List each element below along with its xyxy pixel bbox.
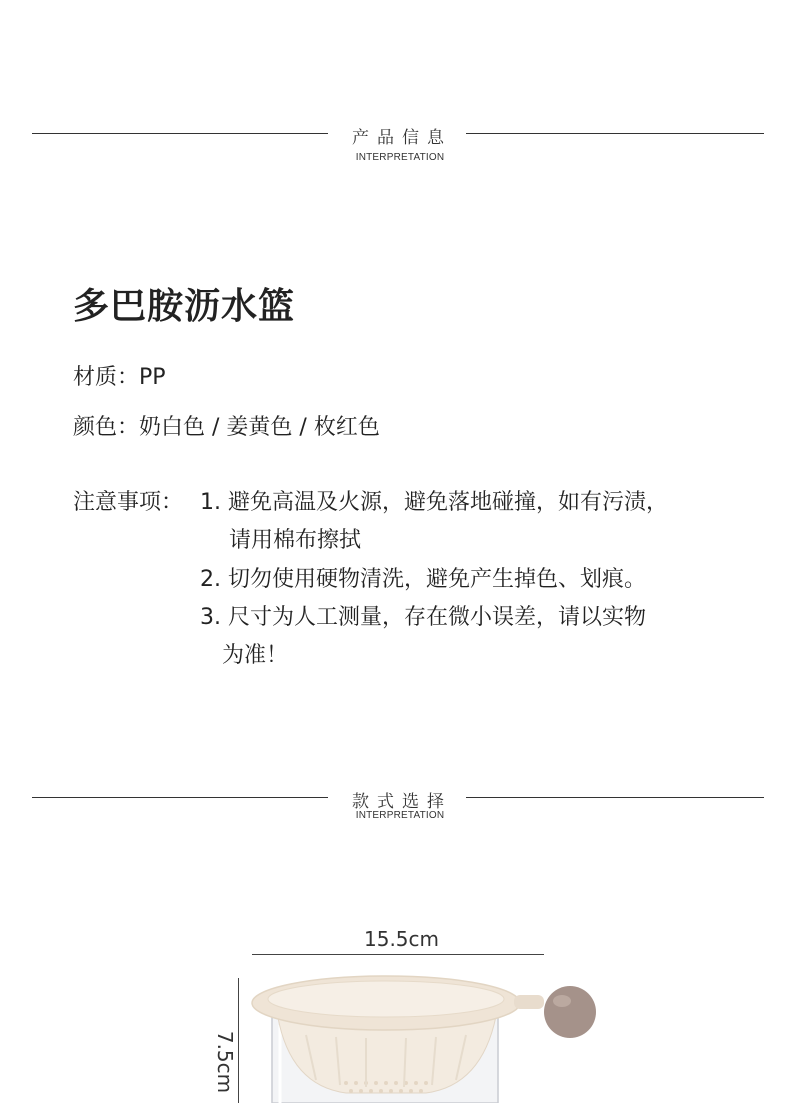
header-divider-right	[466, 133, 764, 134]
color-label: 颜色：	[73, 415, 140, 440]
note-line-1-cont: 请用棉布擦拭	[229, 528, 362, 553]
section-title: 产品信息	[352, 128, 452, 148]
color-value: 奶白色 / 姜黄色 / 枚红色	[139, 415, 380, 440]
handle-knob-highlight	[553, 995, 571, 1007]
section-subtitle: INTERPRETATION	[355, 152, 445, 163]
drain-basket-image	[236, 965, 606, 1103]
height-dimension-label: 7.5cm	[213, 1030, 237, 1094]
note-line-3-cont: 为准！	[222, 643, 289, 668]
header-divider-right	[466, 797, 764, 798]
material-spec	[73, 360, 166, 391]
color-spec	[73, 410, 380, 441]
basket-rim-inner	[268, 981, 504, 1017]
header-divider-left	[32, 797, 328, 798]
width-dimension-label: 15.5cm	[364, 927, 440, 951]
section-subtitle: INTERPRETATION	[355, 810, 445, 821]
handle-stem	[514, 995, 544, 1009]
handle-knob	[544, 986, 596, 1038]
note-line-1: 1. 避免高温及火源，避免落地碰撞，如有污渍，	[200, 490, 668, 515]
product-name: 多巴胺沥水篮	[73, 286, 296, 327]
note-line-2: 2. 切勿使用硬物清洗，避免产生掉色、划痕。	[200, 567, 646, 592]
material-value: PP	[139, 365, 166, 390]
section-header-style-choice	[0, 792, 790, 847]
width-dimension-line	[252, 954, 544, 955]
header-divider-left	[32, 133, 328, 134]
material-label: 材质：	[73, 365, 140, 390]
section-title: 款式选择	[352, 792, 452, 812]
section-header-product-info	[0, 128, 790, 183]
notes-label: 注意事项：	[73, 490, 184, 515]
note-line-3: 3. 尺寸为人工测量，存在微小误差，请以实物	[200, 605, 646, 630]
